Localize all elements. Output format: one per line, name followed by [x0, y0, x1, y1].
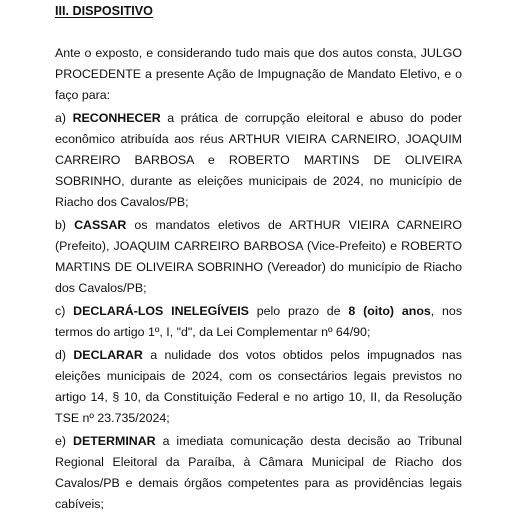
item-d [55, 345, 462, 429]
item-e-prefix: e) [55, 434, 73, 448]
item-c-keyword: DECLARÁ-LOS INELEGÍVEIS [73, 304, 249, 318]
item-c-text: pelo prazo de [248, 304, 349, 318]
item-a [55, 108, 462, 213]
item-c-prefix: c) [55, 304, 74, 318]
item-e-text: a imediata comunicação desta decisão ao Tribunal Regional Eleitoral da Paraíba, à Câmara Municipal de Riacho dos Cavalos/PB e demais órgãos competentes para as providências legais cabíveis; [55, 434, 462, 511]
item-d-prefix: d) [55, 348, 74, 362]
item-b-text: os mandatos eletivos de ARTHUR VIEIRA CARNEIRO (Prefeito), JOAQUIM CARREIRO BARBOSA (Vice-Prefeito) e ROBERTO MARTINS DE OLIVEIRA SOBRINHO (Vereador) do município de Riacho dos Cavalos/PB; [55, 218, 462, 295]
item-c-tail: , nos termos do artigo 1º, I, "d", da Lei Complementar nº 64/90; [55, 304, 463, 339]
item-c [55, 301, 462, 343]
item-a-keyword: RECONHECER [72, 111, 161, 125]
item-d-keyword: DECLARAR [73, 348, 143, 362]
intro-paragraph: Ante o exposto, e considerando tudo mais que dos autos consta, JULGO PROCEDENTE a presente Ação de Impugnação de Mandato Eletivo, e o faço para: [55, 46, 462, 102]
item-c-term: 8 (oito) anos [348, 304, 431, 318]
item-e-keyword: DETERMINAR [73, 434, 156, 448]
item-d-text: a nulidade dos votos obtidos pelos impugnados nas eleições municipais de 2024, com os consectários legais previstos no artigo 14, § 10, da Constituição Federal e no artigo 10, II, da Resolução TSE nº 23.735/2024; [55, 348, 462, 425]
item-e [55, 431, 462, 515]
item-b-prefix: b) [55, 218, 75, 232]
section-heading: III. DISPOSITIVO [55, 4, 153, 18]
item-a-text: a prática de corrupção eleitoral e abuso do poder econômico atribuída aos réus ARTHUR VIEIRA CARNEIRO, JOAQUIM CARREIRO BARBOSA e ROBERTO MARTINS DE OLIVEIRA SOBRINHO, durante as eleições municipais de 2024, no município de Riacho dos Cavalos/PB; [55, 111, 462, 209]
item-a-prefix: a) [55, 111, 73, 125]
item-b [55, 215, 462, 299]
item-b-keyword: CASSAR [74, 218, 127, 232]
